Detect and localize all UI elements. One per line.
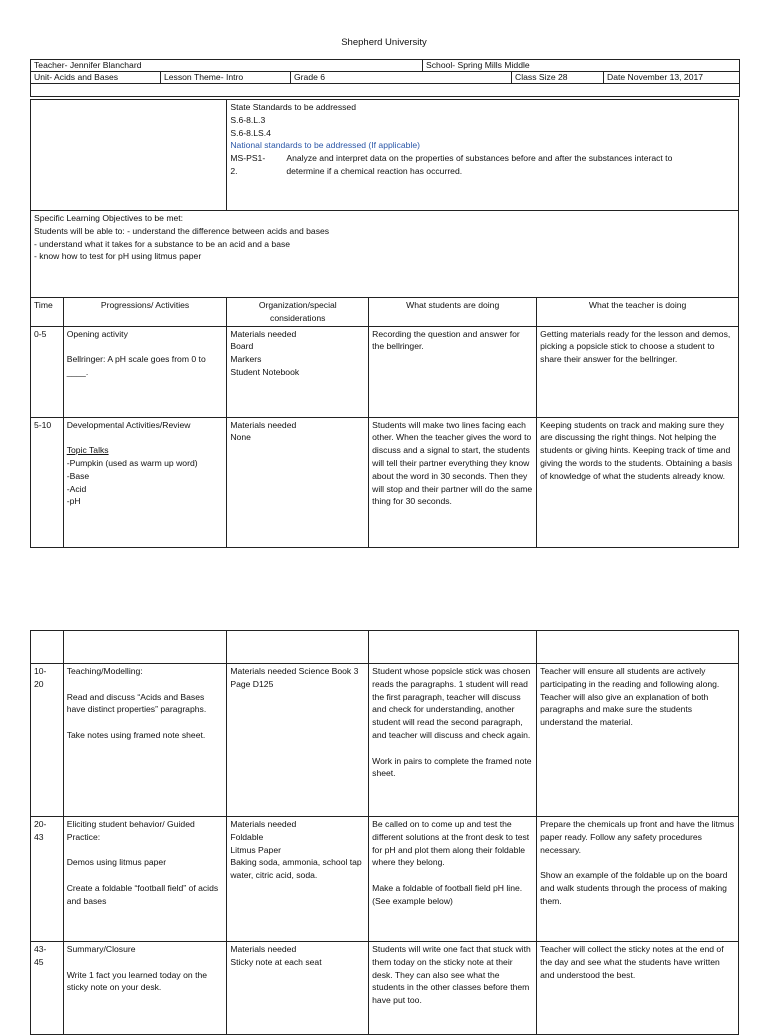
students-cell: Students will write one fact that stuck with them today on the sticky note at their desk. They can also see what the students in the other classes before them have put too.	[369, 942, 537, 1035]
table-row	[31, 817, 739, 942]
organization-cell: Materials needed None	[227, 417, 369, 547]
empty-header-cell	[227, 631, 369, 664]
table-row	[31, 664, 739, 817]
table-row	[31, 942, 739, 1035]
national-standard-code: 2.	[230, 165, 238, 176]
students-text: Student whose popsicle stick was chosen reads the paragraphs. 1 student will read the first paragraph, teacher will discuss and check for understanding, another student will read the second paragraph, and teacher will discuss and check again.	[372, 666, 531, 740]
unit-cell: Unit- Acids and Bases	[31, 72, 161, 84]
lesson-plan-table-1	[30, 99, 739, 548]
students-text: Work in pairs to complete the framed note sheet.	[372, 755, 532, 779]
teacher-cell: Teacher- Jennifer Blanchard	[31, 60, 423, 72]
time-cell: 10- 20	[31, 664, 64, 817]
teacher-cell: Keeping students on track and making sure they are discussing the right things. Not helping the students or giving hints. Keeping track of time and giving the words to the students. Obtaining a basis of knowledge of what the students already know.	[537, 417, 739, 547]
time-cell: 0-5	[31, 326, 64, 417]
objective-line: Students will be able to: - understand the difference between acids and bases	[34, 225, 330, 236]
students-text: Be called on to come up and test the different solutions at the front desk to test for pH and plot them along their foldable where they belong.	[372, 819, 530, 868]
objectives-heading: Specific Learning Objectives to be met:	[34, 213, 184, 223]
organization-cell: Materials needed Foldable Litmus Paper Baking soda, ammonia, school tap water, citric acid, soda.	[227, 817, 369, 942]
teacher-cell	[537, 817, 739, 942]
objectives-cell	[31, 211, 739, 298]
page-title: Shepherd University	[341, 37, 427, 48]
activity-cell	[63, 817, 227, 942]
activity-body: Take notes using framed note sheet.	[66, 729, 206, 740]
standards-cell	[227, 100, 739, 211]
national-standard-code: MS-PS1-	[230, 153, 266, 164]
organization-cell: Materials needed Sticky note at each seat	[227, 942, 369, 1035]
state-standard-item: S.6-8.L.3	[230, 114, 266, 125]
column-header-teacher: What the teacher is doing	[537, 298, 739, 327]
state-standards-heading: State Standards to be addressed	[230, 102, 356, 112]
activity-body: Read and discuss “Acids and Bases have distinct properties” paragraphs.	[66, 691, 207, 715]
activity-cell	[63, 942, 227, 1035]
teacher-cell: Teacher will collect the sticky notes at the end of the day and see what the students have written and understood the best.	[537, 942, 739, 1035]
activity-body: -Pumpkin (used as warm up word) -Base -Acid -pH	[66, 457, 198, 507]
theme-cell: Lesson Theme- Intro	[161, 72, 291, 84]
activity-cell	[63, 326, 227, 417]
national-standard-line	[230, 152, 735, 165]
empty-header-cell	[369, 631, 537, 664]
table-row	[31, 326, 739, 417]
teacher-cell: Getting materials ready for the lesson and demos, picking a popsicle stick to choose a student to share their answer for the bellringer.	[537, 326, 739, 417]
teacher-cell: Teacher will ensure all students are actively participating in the reading and following along. Teacher will also give an explanation of both paragraphs and make sure the students understand the material.	[537, 664, 739, 817]
time-cell: 43- 45	[31, 942, 64, 1035]
activity-title: Developmental Activities/Review	[66, 419, 191, 430]
table-row	[31, 417, 739, 547]
students-cell	[369, 664, 537, 817]
activity-subtitle: Topic Talks	[66, 445, 109, 456]
teacher-text: Prepare the chemicals up front and have the litmus paper ready. Follow any safety procedures necessary.	[540, 819, 735, 855]
empty-header-cell	[31, 631, 64, 664]
column-header-organization: Organization/special considerations	[227, 298, 369, 327]
standards-left-cell	[31, 100, 227, 211]
organization-cell: Materials needed Board Markers Student Notebook	[227, 326, 369, 417]
national-standard-text: Analyze and interpret data on the properties of substances before and after the substances interact to	[286, 153, 673, 164]
organization-cell: Materials needed Science Book 3 Page D125	[227, 664, 369, 817]
activity-title: Teaching/Modelling:	[66, 666, 143, 676]
national-standard-line	[230, 165, 735, 178]
lesson-info-table	[30, 59, 740, 97]
school-cell	[423, 60, 740, 72]
activity-body: Create a foldable “football field” of acids and bases	[66, 882, 219, 906]
students-cell: Students will make two lines facing each other. When the teacher gives the word to discuss and a signal to start, the students will tell their partner everything they know about the word in 30 seconds. Then they will stop and their partner will do the same thing for 30 seconds.	[369, 417, 537, 547]
date-cell: Date November 13, 2017	[604, 72, 740, 84]
activity-title: Eliciting student behavior/ Guided Practice:	[66, 819, 195, 842]
grade-cell: Grade 6	[291, 72, 512, 84]
lesson-plan-table-2	[30, 630, 739, 1035]
time-cell: 5-10	[31, 417, 64, 547]
activity-title: Summary/Closure	[66, 944, 136, 954]
national-standard-text: determine if a chemical reaction has occurred.	[286, 165, 463, 176]
activity-title: Opening activity	[66, 328, 128, 339]
school-label: School- Spring Mills Middle	[426, 60, 530, 70]
column-header-time: Time	[31, 298, 64, 327]
column-header-students: What students are doing	[369, 298, 537, 327]
activity-cell	[63, 664, 227, 817]
objective-line: - understand what it takes for a substance to be an acid and a base	[34, 238, 291, 249]
activity-body: Demos using litmus paper	[66, 857, 167, 868]
spacer-row	[31, 84, 740, 97]
students-cell	[369, 817, 537, 942]
empty-header-cell	[63, 631, 227, 664]
students-text: Make a foldable of football field pH line. (See example below)	[372, 882, 523, 906]
empty-header-cell	[537, 631, 739, 664]
activity-body: Write 1 fact you learned today on the sticky note on your desk.	[66, 969, 208, 993]
students-cell: Recording the question and answer for the bellringer.	[369, 326, 537, 417]
class-size-cell: Class Size 28	[512, 72, 604, 84]
state-standard-item: S.6-8.LS.4	[230, 127, 271, 138]
column-header-activities: Progressions/ Activities	[63, 298, 227, 327]
activity-body: Bellringer: A pH scale goes from 0 to ____.	[66, 354, 206, 377]
objective-line: - know how to test for pH using litmus paper	[34, 251, 202, 262]
national-standards-heading: National standards to be addressed (If applicable)	[230, 140, 420, 151]
activity-cell	[63, 417, 227, 547]
time-cell: 20- 43	[31, 817, 64, 942]
teacher-text: Show an example of the foldable up on the board and walk students through the process of making them.	[540, 870, 728, 906]
